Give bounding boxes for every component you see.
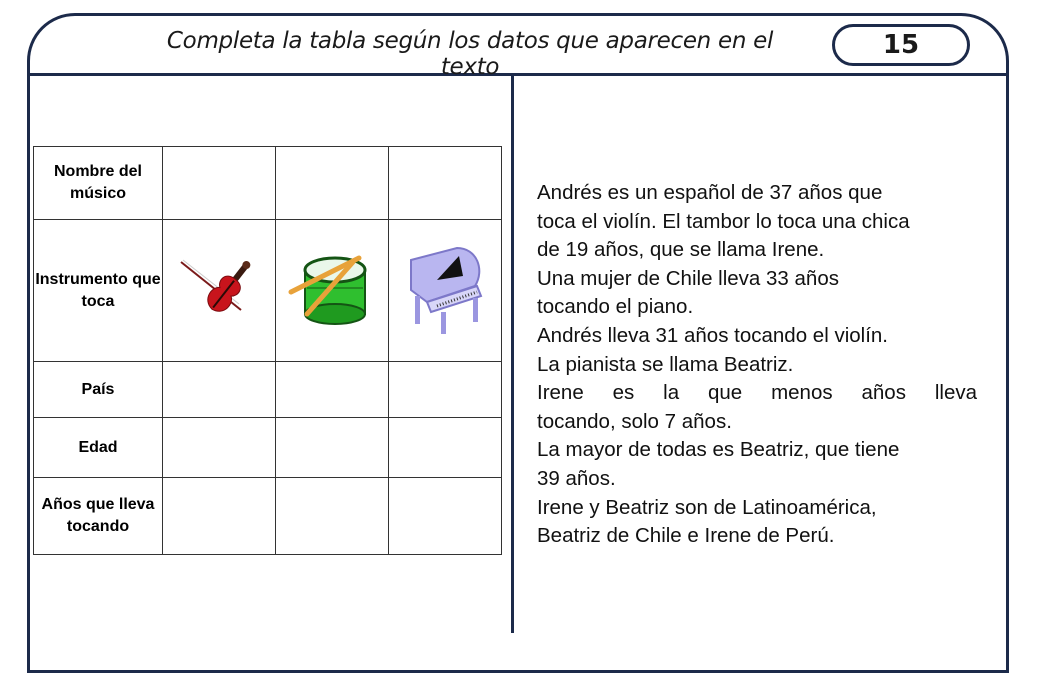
exercise-number-badge: 15: [832, 24, 970, 66]
reading-line: Irene y Beatriz son de Latinoamérica,: [537, 495, 877, 519]
row-header-instrument: Instrumento que toca: [34, 220, 163, 362]
reading-line: La pianista se llama Beatriz.: [537, 352, 794, 376]
drum-icon: [287, 248, 377, 328]
reading-line: de 19 años, que se llama Irene.: [537, 238, 825, 262]
reading-line: toca el violín. El tambor lo toca una chica: [537, 209, 910, 233]
answer-cell[interactable]: [389, 418, 502, 478]
piano-icon: [397, 240, 493, 336]
answer-cell[interactable]: [389, 147, 502, 220]
answer-cell[interactable]: [163, 418, 276, 478]
table-row: [34, 478, 502, 555]
reading-line: Irene es la que menos años lleva: [537, 381, 977, 405]
reading-line: La mayor de todas es Beatriz, que tiene: [537, 438, 900, 462]
reading-text: [537, 179, 977, 551]
row-header-age: Edad: [34, 418, 163, 478]
table-row: [34, 362, 502, 418]
reading-line: tocando, solo 7 años.: [537, 409, 732, 433]
page-title: Completa la tabla según los datos que aparecen en el texto: [166, 28, 774, 80]
column-divider: [511, 73, 514, 633]
instrument-cell: [276, 220, 389, 362]
answer-cell[interactable]: [163, 147, 276, 220]
answer-cell[interactable]: [276, 478, 389, 555]
violin-icon: [177, 254, 261, 322]
answer-cell[interactable]: [389, 478, 502, 555]
table-row: [34, 220, 502, 362]
answer-cell[interactable]: [389, 362, 502, 418]
table-row: [34, 147, 502, 220]
reading-line: Andrés es un español de 37 años que: [537, 181, 883, 204]
reading-line: Andrés lleva 31 años tocando el violín.: [537, 323, 889, 347]
row-header-years-playing: Años que lleva tocando: [34, 478, 163, 555]
instrument-cell: [163, 220, 276, 362]
answer-cell[interactable]: [276, 418, 389, 478]
reading-line: tocando el piano.: [537, 295, 694, 319]
reading-line: Una mujer de Chile lleva 33 años: [537, 266, 839, 290]
answer-cell[interactable]: [276, 362, 389, 418]
reading-line: Beatriz de Chile e Irene de Perú.: [537, 524, 835, 548]
table-row: [34, 418, 502, 478]
reading-line: 39 años.: [537, 466, 616, 490]
row-header-name: Nombre del músico: [34, 147, 163, 220]
answer-table: [33, 146, 502, 555]
row-header-country: País: [34, 362, 163, 418]
answer-cell[interactable]: [276, 147, 389, 220]
instrument-cell: [389, 220, 502, 362]
answer-cell[interactable]: [163, 362, 276, 418]
answer-cell[interactable]: [163, 478, 276, 555]
